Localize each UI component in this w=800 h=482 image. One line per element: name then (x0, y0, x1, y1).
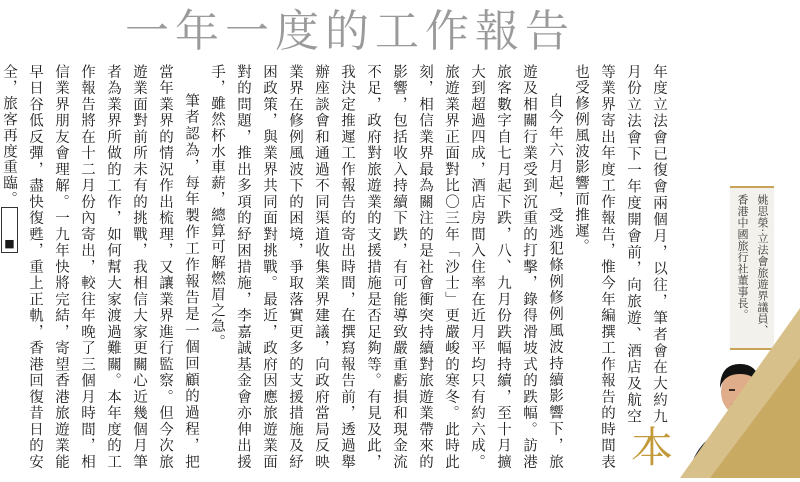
drop-cap: 本 (625, 424, 674, 468)
gold-triangle-decoration-inner (710, 358, 800, 478)
author-title-2: 香港中國旅行社董事長 (736, 194, 749, 309)
page-title: 一年一度的工作報告 (125, 6, 575, 57)
paragraph-1-text: 年度立法會已復會兩個月，以往，筆者會在大約九月份立法會下一年度開會前，向旅遊、酒店及航空等業界寄出年度工作報告，惟今年編撰工作報告的時間表也受修例風波影響而推遲。 (573, 64, 667, 470)
author-photo (680, 300, 800, 478)
article-body (1, 64, 674, 470)
paragraph-3 (0, 64, 204, 470)
paragraph-2: 自今年六月起，受逃犯條例修例風波持續影響下，旅遊及相關行業受到沉重的打擊，錄得滑坡式的跌幅。訪港旅客數字自七月起下跌，八、九月份跌幅持續，至十月擴大到超過四成，酒店房間入住率在近月平均只有約六成。旅遊業界正面對比〇三年「沙士」更嚴峻的寒冬。此時此刻，相信業界最為關注的是社會衝突持續對旅遊業帶來的影響，包括收入持續下跌，有可能導致嚴重虧損和現金流不足，政府對旅遊業的支援措施是否足夠等。有見及此，我決定推遲工作報告的寄出時間，在撰寫報告前，透過舉辦座談會和通過不同渠道收集業界建議，向政府當局反映業界在修例風波下的困境，爭取落實更多的支援措施及紓困政策，與業界共同面對挑戰。最近，政府因應旅遊業面對的問題，推出多項的紓困措施，李嘉誠基金會亦伸出援手，雖然杯水車薪，總算可解燃眉之急。 (209, 64, 563, 470)
author-title-1: 立法會旅遊界議員 (756, 232, 769, 325)
end-mark: ■ (1, 207, 18, 252)
author-name: 姚思榮 (756, 194, 769, 229)
paragraph-3-text: 筆者認為，每年製作工作報告是一個回顧的過程，把當年業界的情況作出梳理，又讓業界進行監察。但今次旅遊業面對前所未有的挑戰，我相信大家更關心近幾個月筆者為業界所做的工作，如何幫大家渡過難關。本年度的工作報告將在十二月份內寄出，較往年晚了三個月時間，相信業界朋友會理解。一九年快將完結，寄望香港旅遊業能早日谷低反彈，盡快復甦，重上正軌，香港回復昔日的安全，旅客再度重臨。 (1, 64, 199, 470)
paragraph-1 (568, 64, 672, 470)
author-credit: 姚思榮·立法會旅遊界議員、 香港中國旅行社董事長。 (736, 194, 769, 336)
